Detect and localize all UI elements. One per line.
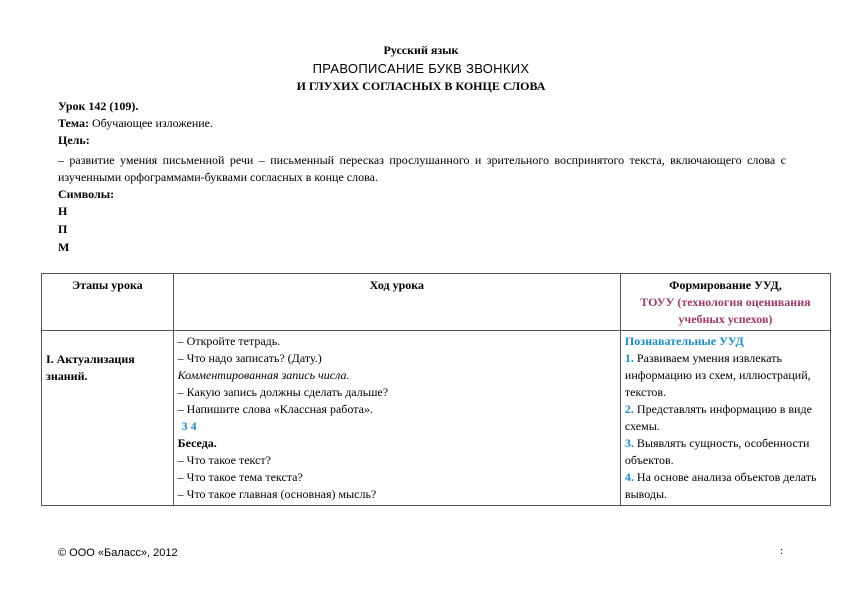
uud-item-text: Развиваем умения извлекать информацию из схем, иллюстраций, текстов. bbox=[624, 351, 811, 399]
header-stages: Этапы урока bbox=[42, 274, 174, 331]
course-line: – Напишите слова «Классная работа». bbox=[177, 402, 373, 416]
uud-item-text: Выявлять сущность, особенности объектов. bbox=[624, 436, 810, 467]
course-line: – Что надо записать? (Дату.) bbox=[177, 351, 322, 365]
goal-text: – развитие умения письменной речи – письменный пересказ прослушанного и зрительного воспринятого текста, включающего слова с изученными орфограммами-буквами согласных в конце слова. bbox=[58, 153, 786, 184]
lesson-topic bbox=[58, 115, 213, 132]
uud-cell bbox=[620, 331, 830, 506]
stage-cell: I. Актуализация знаний. bbox=[42, 331, 174, 506]
uud-item bbox=[625, 401, 826, 435]
topic-label: Тема: bbox=[58, 116, 89, 130]
course-line: Комментированная запись числа. bbox=[177, 368, 350, 382]
lesson-number: Урок 142 (109). bbox=[58, 99, 139, 113]
symbol-p: П bbox=[58, 222, 68, 236]
uud-item bbox=[625, 469, 826, 503]
lesson-title-line2: И ГЛУХИХ СОГЛАСНЫХ В КОНЦЕ СЛОВА bbox=[296, 79, 546, 93]
uud-item-text: Представлять информацию в виде схемы. bbox=[624, 402, 812, 433]
uud-item-number: 2. bbox=[624, 402, 634, 416]
symbol-m: М bbox=[58, 240, 70, 254]
uud-item bbox=[625, 435, 826, 469]
course-line: – Что такое главная (основная) мысль? bbox=[177, 487, 377, 501]
symbol-n: Н bbox=[58, 204, 68, 218]
course-line: – Откройте тетрадь. bbox=[177, 334, 281, 348]
uud-title: Познавательные УУД bbox=[624, 334, 744, 348]
uud-item-number: 1. bbox=[624, 351, 634, 365]
lesson-title-line1: ПРАВОПИСАНИЕ БУКВ ЗВОНКИХ bbox=[312, 61, 530, 76]
subject-title: Русский язык bbox=[383, 43, 459, 57]
uud-item bbox=[625, 350, 826, 401]
uud-item-number: 3. bbox=[624, 436, 634, 450]
goal-label: Цель: bbox=[58, 133, 90, 147]
header-uud bbox=[620, 274, 830, 331]
header-touu: ТОУУ (технология оценивания учебных успехов) bbox=[640, 295, 811, 326]
copyright: © ООО «Баласс», 2012 bbox=[58, 547, 178, 559]
uud-item-number: 4. bbox=[624, 470, 634, 484]
uud-items bbox=[625, 350, 826, 503]
course-line: – Что такое тема текста? bbox=[177, 470, 303, 484]
table-header-row bbox=[42, 274, 831, 331]
table-row bbox=[42, 331, 831, 506]
course-line: – Какую запись должны сделать дальше? bbox=[177, 385, 389, 399]
lesson-table bbox=[41, 273, 831, 506]
course-line: – Что такое текст? bbox=[177, 453, 271, 467]
course-lines bbox=[178, 333, 616, 503]
uud-item-text: На основе анализа объектов делать выводы. bbox=[624, 470, 817, 501]
topic-value: Обучающее изложение. bbox=[91, 116, 213, 130]
symbols-label: Символы: bbox=[58, 187, 115, 201]
page-mark: : bbox=[780, 545, 784, 557]
course-cell bbox=[173, 331, 620, 506]
course-line: 3 4 bbox=[181, 419, 197, 433]
header-course: Ход урока bbox=[173, 274, 620, 331]
course-line: Беседа. bbox=[177, 436, 217, 450]
header-uud-title: Формирование УУД, bbox=[669, 278, 782, 292]
